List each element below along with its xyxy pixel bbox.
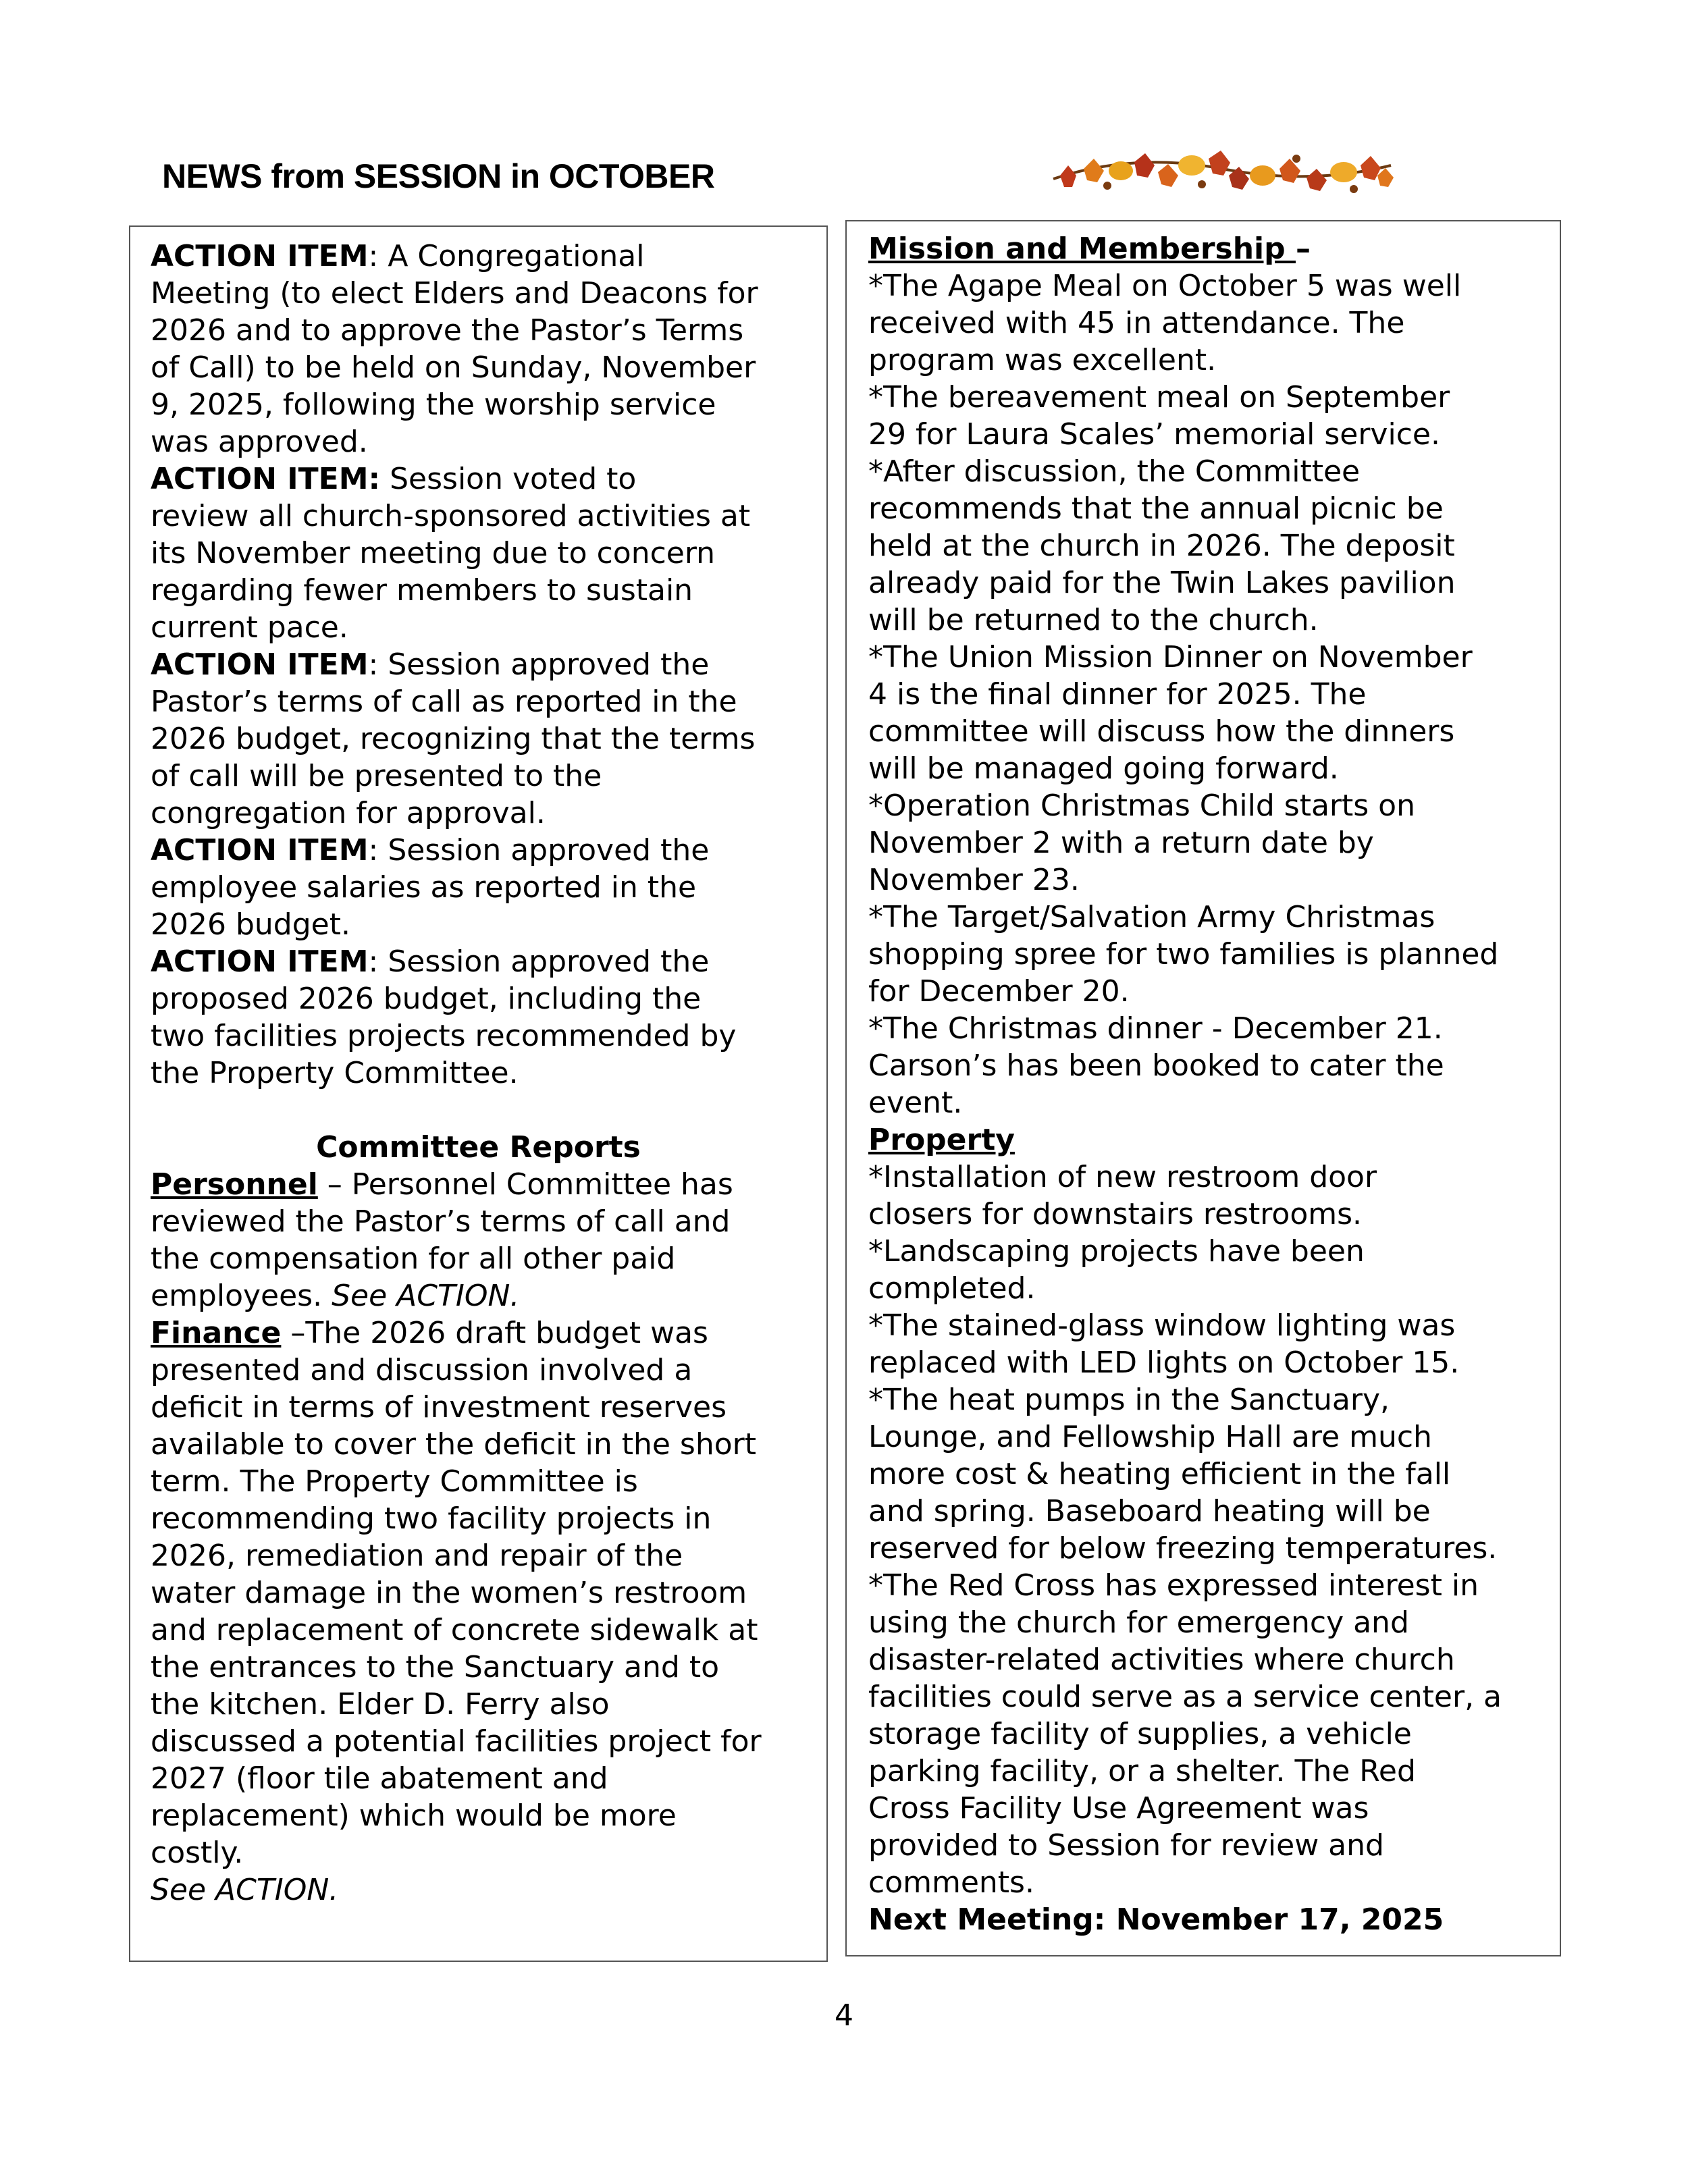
mission-line: November 2 with a return date by — [868, 826, 1374, 860]
property-line: *Landscaping projects have been — [868, 1234, 1365, 1269]
action-item-5-line: two facilities projects recommended by — [151, 1019, 737, 1053]
action-item-3-line-1: ACTION ITEM: Session approved the — [151, 647, 710, 682]
left-column-box — [129, 225, 828, 1962]
mission-line: committee will discuss how the dinners — [868, 714, 1455, 749]
property-line: *Installation of new restroom door — [868, 1160, 1377, 1194]
mission-line: Carson’s has been booked to cater the — [868, 1048, 1444, 1083]
property-line: using the church for emergency and — [868, 1605, 1409, 1640]
finance-line: and replacement of concrete sidewalk at — [151, 1613, 758, 1647]
page-title: NEWS from SESSION in OCTOBER — [162, 157, 715, 195]
action-item-4-line-1: ACTION ITEM: Session approved the — [151, 833, 710, 868]
mission-line: recommends that the annual picnic be — [868, 491, 1444, 526]
action-item-3-line: congregation for approval. — [151, 796, 546, 830]
property-line: comments. — [868, 1865, 1034, 1900]
mission-line: 4 is the final dinner for 2025. The — [868, 677, 1367, 712]
finance-line: available to cover the deficit in the short — [151, 1427, 756, 1462]
action-item-1-line: was approved. — [151, 425, 368, 459]
action-item-4-line: employee salaries as reported in the — [151, 870, 697, 905]
finance-line: costly. — [151, 1836, 244, 1870]
finance-line: deficit in terms of investment reserves — [151, 1390, 727, 1424]
personnel-line-1: Personnel – Personnel Committee has — [151, 1167, 733, 1202]
mission-line: received with 45 in attendance. The — [868, 306, 1405, 340]
mission-line: already paid for the Twin Lakes pavilion — [868, 566, 1456, 600]
committee-reports-heading: Committee Reports — [316, 1130, 641, 1165]
finance-line: presented and discussion involved a — [151, 1353, 693, 1387]
property-line: *The heat pumps in the Sanctuary, — [868, 1383, 1390, 1417]
mission-line: shopping spree for two families is planned — [868, 937, 1499, 971]
personnel-line: reviewed the Pastor’s terms of call and — [151, 1204, 731, 1239]
finance-line-1: Finance –The 2026 draft budget was — [151, 1316, 708, 1350]
mission-line: event. — [868, 1086, 963, 1120]
finance-line: recommending two facility projects in — [151, 1501, 712, 1536]
action-item-1-line: of Call) to be held on Sunday, November — [151, 350, 756, 385]
property-line: disaster-related activities where church — [868, 1643, 1455, 1677]
mission-membership-heading: Mission and Membership – — [868, 232, 1311, 266]
action-item-1-line-1: ACTION ITEM: A Congregational — [151, 239, 645, 273]
property-line: facilities could serve as a service center, a — [868, 1680, 1502, 1714]
personnel-line-4: employees. See ACTION. — [151, 1279, 520, 1313]
mission-line: *The Christmas dinner - December 21. — [868, 1011, 1443, 1046]
action-item-2-line: its November meeting due to concern — [151, 536, 716, 570]
action-item-2-line: regarding fewer members to sustain — [151, 573, 693, 608]
personnel-line: the compensation for all other paid — [151, 1242, 676, 1276]
right-column-box — [845, 220, 1561, 1956]
autumn-leaves-garland — [1047, 138, 1398, 206]
mission-line: for December 20. — [868, 974, 1130, 1009]
action-item-1-line: 2026 and to approve the Pastor’s Terms — [151, 313, 744, 348]
action-item-3-line: of call will be presented to the — [151, 759, 602, 793]
property-line: completed. — [868, 1271, 1036, 1306]
mission-line: *The bereavement meal on September — [868, 380, 1450, 415]
property-line: *The stained-glass window lighting was — [868, 1308, 1456, 1343]
action-item-2-line: current pace. — [151, 610, 348, 645]
property-line: replaced with LED lights on October 15. — [868, 1346, 1460, 1380]
property-line: *The Red Cross has expressed interest in — [868, 1568, 1479, 1603]
property-line: reserved for below freezing temperatures. — [868, 1531, 1498, 1566]
mission-line: *The Target/Salvation Army Christmas — [868, 900, 1435, 934]
finance-see-action: See ACTION. — [151, 1873, 339, 1907]
spacer — [151, 1092, 826, 1129]
finance-line: discussed a potential facilities project for — [151, 1724, 762, 1759]
mission-line: *Operation Christmas Child starts on — [868, 789, 1415, 823]
finance-line: the kitchen. Elder D. Ferry also — [151, 1687, 610, 1722]
property-line: parking facility, or a shelter. The Red — [868, 1754, 1416, 1788]
mission-line: will be managed going forward. — [868, 751, 1339, 786]
mission-line: held at the church in 2026. The deposit — [868, 529, 1455, 563]
action-item-1-line: Meeting (to elect Elders and Deacons for — [151, 276, 758, 311]
finance-line: term. The Property Committee is — [151, 1464, 638, 1499]
finance-line: 2027 (floor tile abatement and — [151, 1761, 608, 1796]
action-item-5-line: the Property Committee. — [151, 1056, 519, 1090]
mission-line: *The Union Mission Dinner on November — [868, 640, 1473, 674]
property-line: storage facility of supplies, a vehicle — [868, 1717, 1412, 1751]
next-meeting: Next Meeting: November 17, 2025 — [868, 1902, 1444, 1937]
mission-line: program was excellent. — [868, 343, 1217, 377]
mission-line: will be returned to the church. — [868, 603, 1319, 637]
finance-line: water damage in the women’s restroom — [151, 1576, 747, 1610]
mission-line: November 23. — [868, 863, 1080, 897]
property-line: closers for downstairs restrooms. — [868, 1197, 1363, 1231]
action-item-5-line-1: ACTION ITEM: Session approved the — [151, 944, 710, 979]
action-item-3-line: 2026 budget, recognizing that the terms — [151, 722, 756, 756]
property-heading: Property — [868, 1123, 1015, 1157]
mission-line: *The Agape Meal on October 5 was well — [868, 269, 1462, 303]
property-line: more cost & heating efficient in the fall — [868, 1457, 1451, 1491]
action-item-1-line: 9, 2025, following the worship service — [151, 388, 716, 422]
action-item-2-line: review all church-sponsored activities at — [151, 499, 751, 533]
finance-line: 2026, remediation and repair of the — [151, 1539, 683, 1573]
action-item-5-line: proposed 2026 budget, including the — [151, 982, 702, 1016]
finance-line: the entrances to the Sanctuary and to — [151, 1650, 719, 1684]
property-line: Cross Facility Use Agreement was — [868, 1791, 1369, 1826]
property-line: and spring. Baseboard heating will be — [868, 1494, 1431, 1528]
finance-line: replacement) which would be more — [151, 1799, 677, 1833]
page-number: 4 — [835, 1998, 853, 2033]
property-line: provided to Session for review and — [868, 1828, 1384, 1863]
action-item-4-line: 2026 budget. — [151, 907, 350, 942]
action-item-3-line: Pastor’s terms of call as reported in the — [151, 685, 737, 719]
mission-line: 29 for Laura Scales’ memorial service. — [868, 417, 1440, 452]
action-item-2-line-1: ACTION ITEM: Session voted to — [151, 462, 637, 496]
mission-line: *After discussion, the Committee — [868, 454, 1361, 489]
property-line: Lounge, and Fellowship Hall are much — [868, 1420, 1432, 1454]
